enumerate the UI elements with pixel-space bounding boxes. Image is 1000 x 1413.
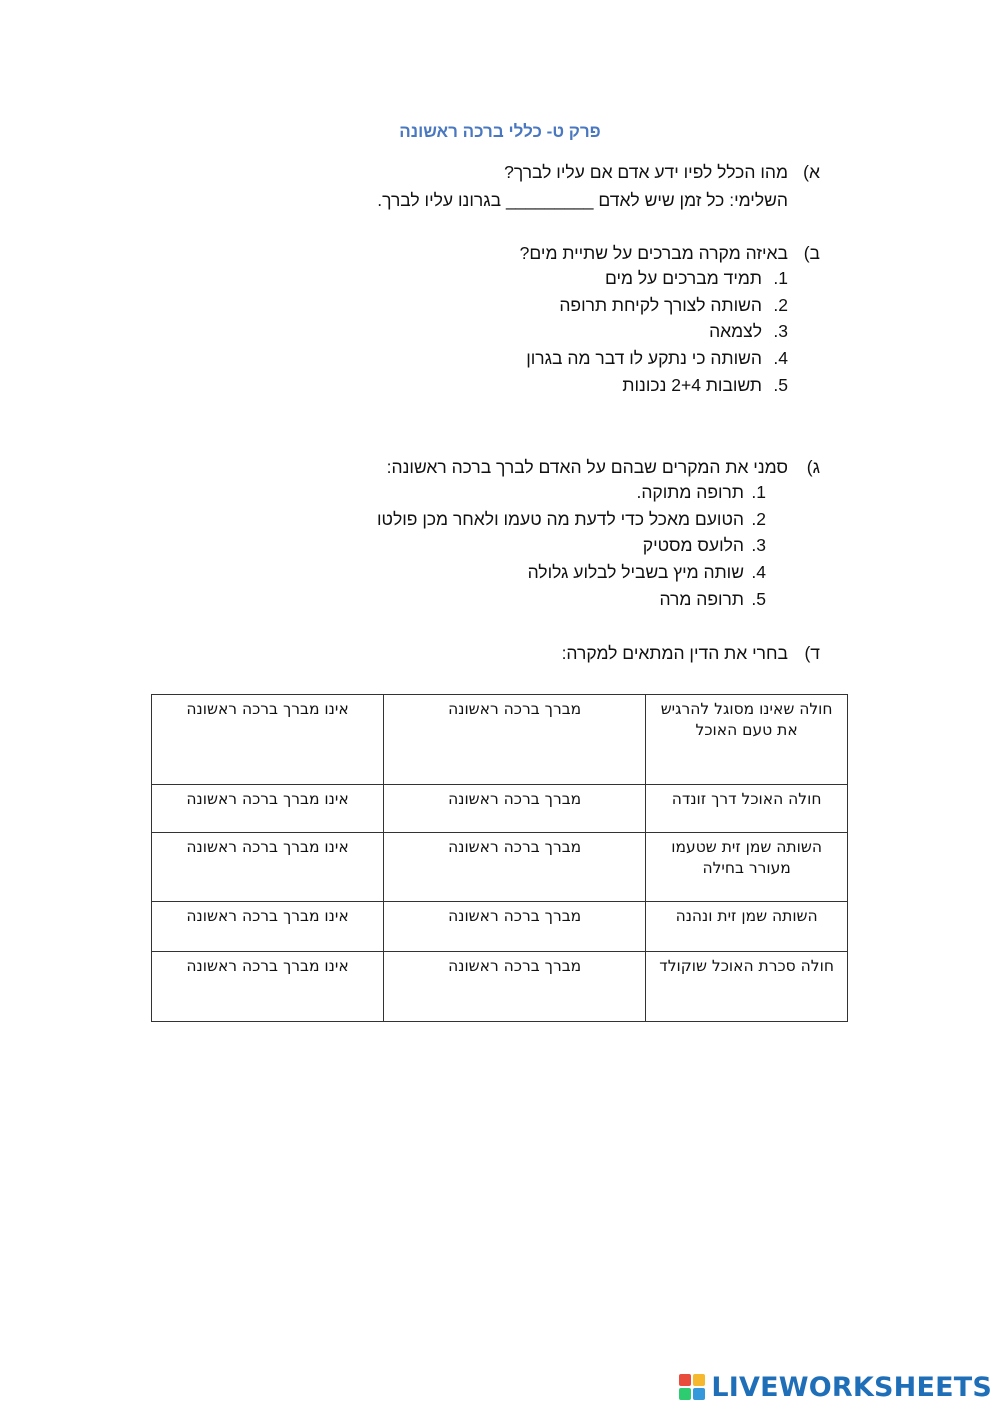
question-b: [320, 243, 820, 267]
list-item[interactable]: [526, 321, 788, 348]
list-item[interactable]: [526, 268, 788, 295]
logo-block: [679, 1388, 691, 1400]
question-c: [320, 457, 820, 481]
question-d-letter: ד): [804, 643, 820, 663]
option-blesses[interactable]: מברך ברכה ראשונה: [384, 695, 646, 785]
list-item[interactable]: [377, 562, 766, 589]
option-blesses[interactable]: מברך ברכה ראשונה: [384, 833, 646, 902]
option-does-not-bless[interactable]: אינו מברך ברכה ראשונה: [152, 952, 384, 1022]
option-blesses[interactable]: מברך ברכה ראשונה: [384, 952, 646, 1022]
case-cell: השותה שמן זית ונהנה: [646, 902, 848, 952]
case-cell: חולה האוכל דרך זונדה: [646, 785, 848, 833]
question-b-options: [526, 268, 788, 401]
option-number: 2.: [751, 508, 766, 529]
option-does-not-bless[interactable]: אינו מברך ברכה ראשונה: [152, 833, 384, 902]
page-title: פרק ט- כללי ברכה ראשונה: [399, 122, 601, 141]
logo-blocks-icon: [679, 1374, 705, 1400]
option-does-not-bless[interactable]: אינו מברך ברכה ראשונה: [152, 695, 384, 785]
list-item[interactable]: [377, 589, 766, 616]
option-number: 3.: [773, 321, 788, 342]
option-blesses[interactable]: מברך ברכה ראשונה: [384, 785, 646, 833]
question-c-options: [377, 482, 766, 615]
option-number: 5.: [773, 374, 788, 395]
option-text: תרופה מרה: [659, 588, 744, 609]
option-number: 5.: [751, 588, 766, 609]
list-item[interactable]: [526, 348, 788, 375]
list-item[interactable]: [377, 509, 766, 536]
list-item[interactable]: [526, 375, 788, 402]
option-text: הטועם מאכל כדי לדעת מה טעמו ולאחר מכן פולטו: [377, 508, 744, 529]
question-a-fill-in: השלימי: כל זמן שיש לאדם _________ בגרונו עליו לברך.: [377, 190, 788, 210]
question-a-letter: א): [803, 162, 820, 182]
logo-block: [693, 1374, 705, 1386]
option-text: תרופה מתוקה.: [636, 482, 744, 502]
logo-text: LIVEWORKSHEETS: [711, 1371, 992, 1403]
option-number: 1.: [751, 482, 766, 502]
table-row: [152, 833, 848, 902]
option-text: לצמאה: [709, 321, 762, 342]
question-a-text: מהו הכלל לפיו ידע אדם אם עליו לברך?: [504, 162, 788, 182]
option-text: הלועס מסטיק: [642, 535, 744, 556]
option-text: השותה לצורך לקיחת תרופה: [559, 294, 762, 315]
option-does-not-bless[interactable]: אינו מברך ברכה ראשונה: [152, 902, 384, 952]
option-number: 2.: [773, 294, 788, 315]
table-row: [152, 902, 848, 952]
table-row: [152, 785, 848, 833]
option-text: תשובות 2+4 נכונות: [622, 374, 762, 395]
question-b-letter: ב): [803, 243, 820, 263]
list-item[interactable]: [377, 482, 766, 509]
question-b-text: באיזה מקרה מברכים על שתיית מים?: [519, 243, 788, 263]
table-row: [152, 952, 848, 1022]
table-row: [152, 695, 848, 785]
case-cell: חולה סכרת האוכל שוקולד: [646, 952, 848, 1022]
option-text: השותה כי נתקע לו דבר מה בגרון: [526, 348, 762, 369]
case-cell: השותה שמן זית שטעמו מעורר בחילה: [646, 833, 848, 902]
option-does-not-bless[interactable]: אינו מברך ברכה ראשונה: [152, 785, 384, 833]
logo-block: [679, 1374, 691, 1386]
question-d-text: בחרי את הדין המתאים למקרה:: [561, 643, 788, 663]
option-number: 3.: [751, 535, 766, 556]
case-cell: חולה שאינו מסוגל להרגיש את טעם האוכל: [646, 695, 848, 785]
list-item[interactable]: [526, 295, 788, 322]
option-text: תמיד מברכים על מים: [604, 268, 762, 288]
question-c-letter: ג): [806, 457, 820, 477]
option-blesses[interactable]: מברך ברכה ראשונה: [384, 902, 646, 952]
cases-table: [151, 694, 848, 1022]
question-c-text: סמני את המקרים שבהם על האדם לברך ברכה ראשונה:: [386, 457, 788, 477]
option-number: 4.: [751, 562, 766, 583]
logo-block: [693, 1388, 705, 1400]
option-text: שותה מיץ בשביל לבלוע גלולה: [527, 562, 744, 583]
option-number: 1.: [773, 268, 788, 288]
liveworksheets-logo: [679, 1369, 992, 1405]
option-number: 4.: [773, 348, 788, 369]
question-d: [320, 643, 820, 667]
list-item[interactable]: [377, 535, 766, 562]
question-a: [320, 162, 820, 186]
